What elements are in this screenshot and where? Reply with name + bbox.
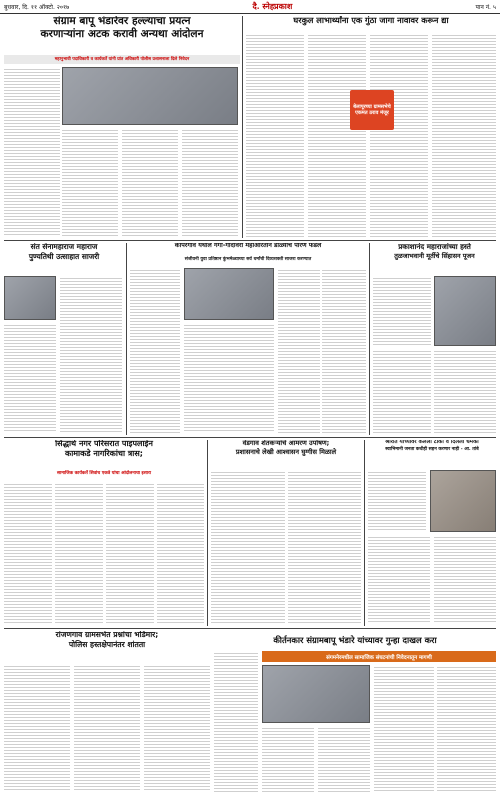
lower-center-headline-block bbox=[211, 440, 361, 466]
top-left-body-col2 bbox=[62, 128, 118, 237]
lower-right-photo-portrait bbox=[430, 470, 496, 532]
lower-left-body-col3 bbox=[106, 482, 154, 624]
lower-left-headline-block bbox=[4, 440, 204, 468]
bottom-right-body-col2 bbox=[262, 726, 314, 792]
masthead bbox=[0, 0, 500, 14]
top-right-headline: घरकुल लाभार्थ्यांना एक गुंठा जागा नावावर करून द्या bbox=[293, 16, 449, 25]
lower-left-subhead-block bbox=[4, 470, 204, 479]
mid-right-photo bbox=[434, 276, 496, 346]
bottom-right-body-col5 bbox=[437, 665, 496, 792]
lower-right-body-col2 bbox=[368, 535, 430, 624]
column-divider bbox=[369, 243, 370, 435]
bottom-banner-headline-block bbox=[214, 631, 496, 649]
mid-right-body-col2 bbox=[373, 349, 431, 433]
lower-left-headline-1: सिद्धार्थ नगर परिसरात पाइपलाईन bbox=[55, 440, 153, 448]
top-right-headline-block bbox=[246, 16, 496, 30]
top-left-headline-2: करणाऱ्यांना अटक करावी अन्यथा आंदोलन bbox=[40, 28, 204, 41]
section-divider-3 bbox=[4, 628, 496, 629]
mid-right-headline-2: तुळजाभवानी मूर्तीचे सिंहासन पूजन bbox=[394, 251, 475, 260]
bottom-banner-headline: कीर्तनकार संग्रामबापू भंडारे यांच्यावर गुन्हा दाखल करा bbox=[273, 635, 437, 645]
newspaper-title: दै. स्नेहप्रकाश bbox=[252, 1, 293, 11]
mid-right-body-col1 bbox=[373, 276, 431, 346]
mid-center-body-col4 bbox=[322, 268, 366, 433]
page-number: पान नं. ५ bbox=[475, 3, 496, 11]
lower-center-body-col2 bbox=[288, 470, 361, 624]
top-right-badge-text: बेलापूरच्या ग्रामसभेचे एकमत ठराव मंजूर bbox=[353, 104, 391, 116]
lower-right-headline-2: स्वाभिमानी जनता कधीही सहन करणार नाही - आ. तांबे bbox=[385, 446, 479, 452]
bottom-right-photo-memorandum bbox=[262, 665, 370, 723]
top-left-body-col1 bbox=[4, 67, 60, 237]
top-right-body-col1 bbox=[246, 33, 304, 237]
bottom-left-body-col3 bbox=[144, 664, 210, 792]
lower-left-headline-2: कामाकडे नागरिकांचा त्रास; bbox=[65, 449, 143, 459]
bottom-left-headline-block bbox=[4, 631, 210, 661]
top-right-body-col4 bbox=[432, 33, 496, 237]
top-left-subhead: महानुभावी पदाधिकारी व कार्यकर्ते यांनी प्रांत अधिकारी पोलीस प्रशासनाला दिले निवेदन bbox=[54, 57, 190, 62]
lower-right-body-col1 bbox=[368, 470, 426, 532]
lower-left-body-col1 bbox=[4, 482, 52, 624]
lower-center-body-col1 bbox=[211, 470, 285, 624]
lower-right-body-col3 bbox=[434, 535, 496, 624]
mid-left-headline-block bbox=[4, 243, 124, 273]
top-right-body-col2 bbox=[308, 33, 366, 237]
lower-right-headline-block bbox=[368, 440, 496, 466]
bottom-subbanner bbox=[262, 651, 496, 662]
column-divider bbox=[364, 440, 365, 626]
mid-right-headline-block bbox=[373, 243, 496, 273]
bottom-right-body-col4 bbox=[374, 665, 434, 792]
mid-left-headline-2: पुण्यतिथी उत्साहात साजरी bbox=[28, 251, 100, 261]
mid-left-headline-1: संत सेनामहाराज महाराज bbox=[30, 243, 98, 251]
lower-center-headline-1: वेडगाव शेतकऱ्यांचे आमरण उपोषण; bbox=[242, 440, 330, 447]
top-left-headline-block bbox=[4, 16, 240, 54]
column-divider bbox=[126, 243, 127, 435]
mid-center-body-col3 bbox=[278, 268, 320, 433]
column-divider bbox=[207, 440, 208, 626]
mid-left-body-col2 bbox=[60, 276, 122, 433]
bottom-right-body-col1 bbox=[214, 651, 258, 792]
mid-center-subhead-block bbox=[130, 256, 366, 265]
section-divider-2 bbox=[4, 437, 496, 438]
bottom-left-body-col1 bbox=[4, 664, 70, 792]
section-divider-1 bbox=[4, 240, 496, 241]
lower-right-headline-1: श्रोरात यांच्यावर केलेली टीका व दिलेली धमकी bbox=[385, 440, 479, 445]
top-left-body-col4 bbox=[182, 128, 238, 237]
mid-center-photo-aarti bbox=[184, 268, 274, 320]
column-divider bbox=[242, 16, 243, 238]
mid-right-headline-1: प्रकाशानंद महाराजांच्या हस्ते bbox=[398, 243, 471, 251]
mid-right-body-col3 bbox=[434, 349, 496, 433]
mid-center-headline-block bbox=[130, 243, 366, 255]
mid-center-headline: कोपरगाव येथील गंगा-गोदावरी महाआरतीने डोळ्यांचे पारणे फेडले bbox=[174, 243, 322, 249]
mid-center-subhead: संजीवनी युवा प्रतिष्ठान कुंभमेळ्याच्या सर्व धर्मांची दिव्यशक्ती साजरा करण्यात bbox=[184, 257, 312, 262]
top-left-photo-protest bbox=[62, 67, 238, 125]
lower-left-body-col2 bbox=[55, 482, 103, 624]
bottom-left-headline-1: रांजणगाव ग्रामसभेत प्रश्नांचा भडिमार; bbox=[55, 631, 159, 639]
lower-left-body-col4 bbox=[157, 482, 204, 624]
bottom-subbanner-text: संगमनेरमधील सामाजिक संघटनांची निवेदनातून मागणी bbox=[326, 654, 432, 661]
masthead-date: बुधवार, दि. ११ ऑक्टो. २०१७ bbox=[4, 3, 70, 11]
mid-left-body-col1 bbox=[4, 323, 56, 433]
bottom-right-body-col3 bbox=[318, 726, 370, 792]
mid-center-body-col2 bbox=[184, 323, 274, 433]
bottom-left-body-col2 bbox=[74, 664, 140, 792]
bottom-left-headline-2: पोलिस हस्तक्षेपानंतर शांतता bbox=[68, 639, 146, 649]
top-right-body-col3 bbox=[370, 33, 428, 237]
lower-left-subhead: सामाजिक कार्यकर्ते शिवांच एकत्रे यांचा आंदोलनाचा इशारा bbox=[57, 471, 151, 476]
top-left-subhead-bar bbox=[4, 55, 240, 64]
top-right-badge bbox=[350, 90, 394, 130]
mid-center-body-col1 bbox=[130, 268, 180, 433]
mid-left-photo bbox=[4, 276, 56, 320]
lower-center-headline-2: प्रशासनाचे लेखी आश्वासन घुग्गीस मिळाले bbox=[235, 447, 337, 456]
top-left-body-col3 bbox=[122, 128, 178, 237]
top-left-headline-1: संग्राम बापू भंडारेंवर हल्ल्याचा प्रयत्न bbox=[53, 16, 191, 27]
